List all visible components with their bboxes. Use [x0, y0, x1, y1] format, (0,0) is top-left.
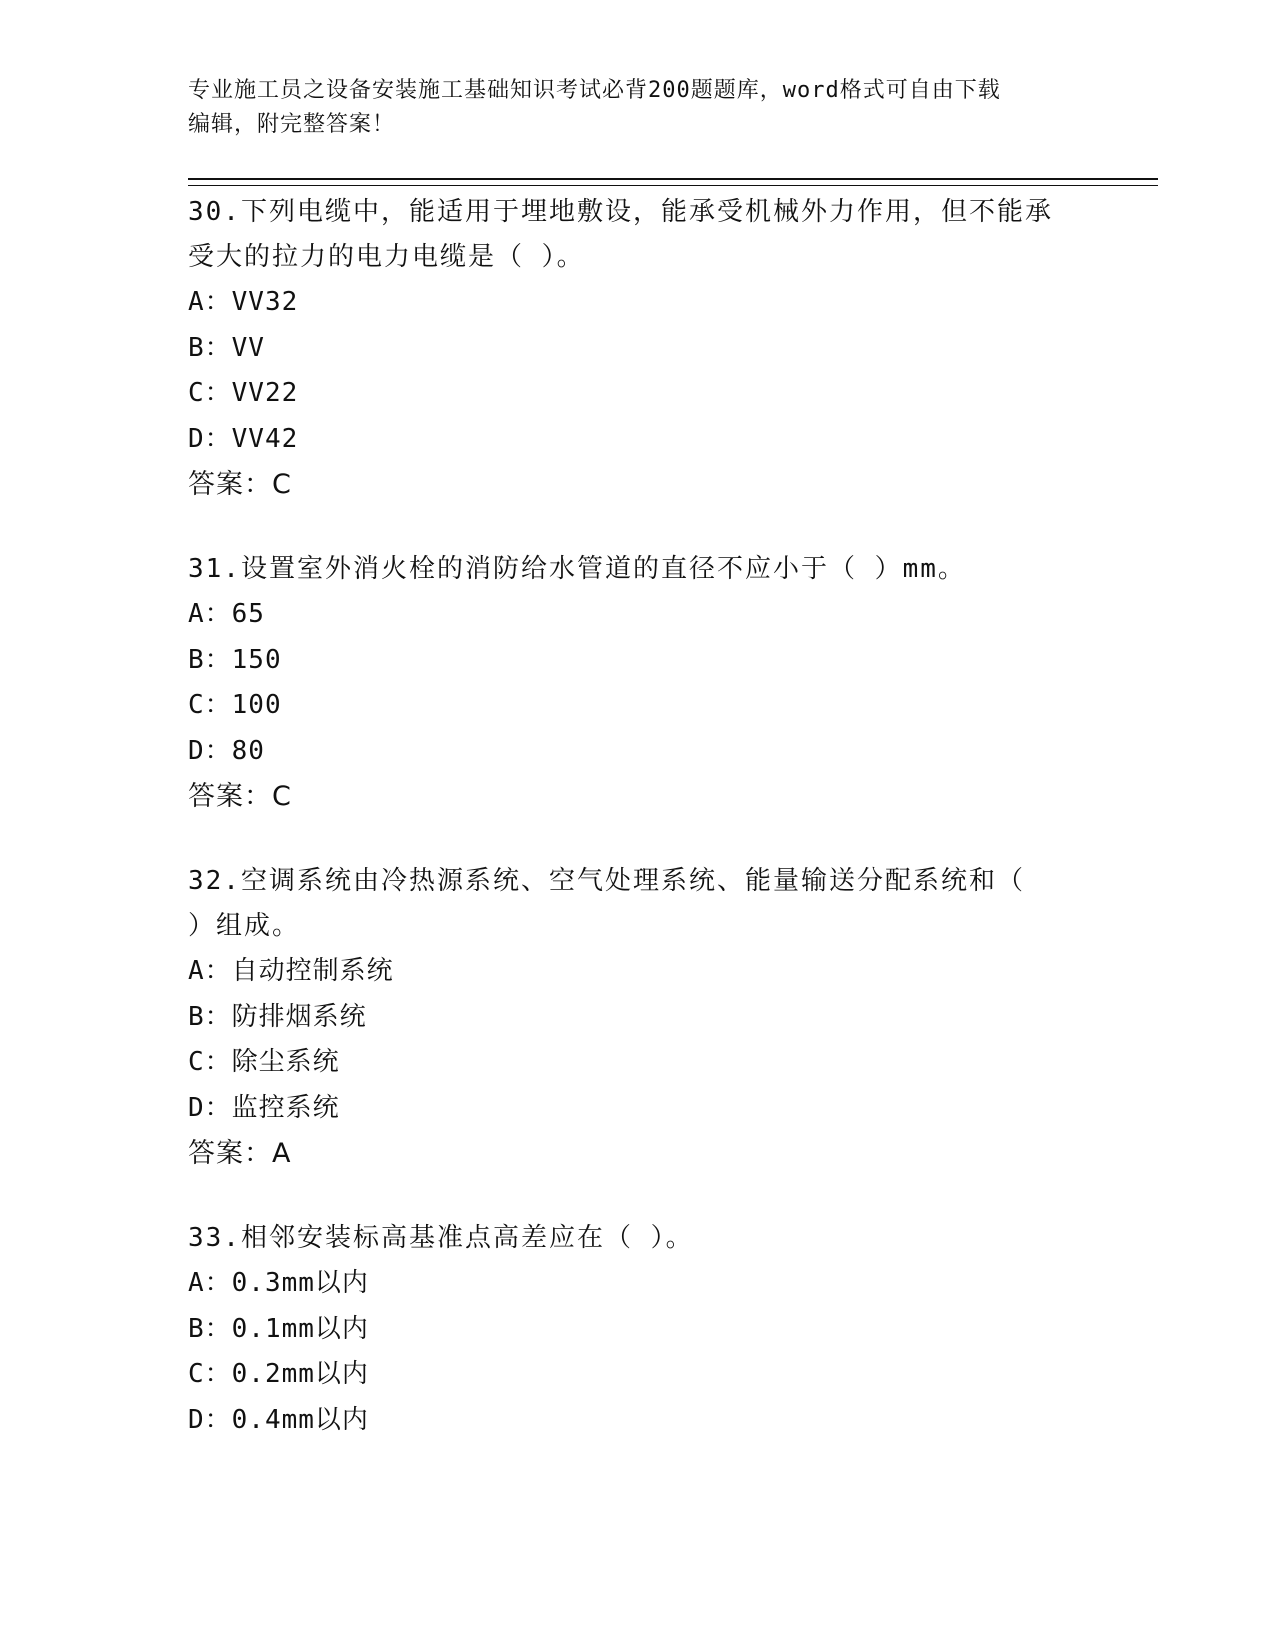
- option-c: C：VV22: [188, 378, 299, 408]
- question-stem-line-1: 31.设置室外消火栓的消防给水管道的直径不应小于（ ）mm。: [188, 554, 966, 584]
- question-stem-line-2: ）组成。: [188, 911, 301, 941]
- question-32: [188, 859, 1088, 1176]
- answer-line: 答案：C: [188, 469, 292, 500]
- answer-line: 答案：C: [188, 781, 292, 812]
- option-b: B：防排烟系统: [188, 1001, 367, 1032]
- option-a: A：VV32: [188, 287, 299, 317]
- question-list: [188, 190, 1088, 1483]
- header-title-line-2: 编辑，附完整答案！: [188, 112, 396, 137]
- document-header: [188, 74, 1068, 142]
- question-stem-line-1: 30.下列电缆中，能适用于埋地敷设，能承受机械外力作用，但不能承: [188, 197, 1053, 227]
- option-c: C：100: [188, 690, 282, 720]
- option-c: C：除尘系统: [188, 1047, 340, 1077]
- option-d: D：80: [188, 735, 265, 766]
- option-b: B：0.1mm以内: [188, 1313, 369, 1344]
- option-d: D：0.4mm以内: [188, 1404, 369, 1435]
- option-a: A：自动控制系统: [188, 956, 394, 986]
- option-b: B：VV: [188, 332, 265, 363]
- option-d: D：VV42: [188, 423, 299, 454]
- question-stem-line-1: 32.空调系统由冷热源系统、空气处理系统、能量输送分配系统和（: [188, 866, 1025, 896]
- question-33: [188, 1216, 1088, 1443]
- question-stem-line-1: 33.相邻安装标高基准点高差应在（ ）。: [188, 1223, 694, 1253]
- option-a: A：0.3mm以内: [188, 1268, 369, 1298]
- question-stem-line-2: 受大的拉力的电力电缆是（ ）。: [188, 242, 585, 272]
- option-c: C：0.2mm以内: [188, 1359, 369, 1389]
- header-title-line-1: 专业施工员之设备安装施工基础知识考试必背200题题库，word格式可自由下载: [188, 78, 1001, 103]
- option-b: B：150: [188, 644, 282, 675]
- answer-line: 答案：A: [188, 1138, 292, 1169]
- question-31: [188, 547, 1088, 819]
- question-30: [188, 190, 1088, 507]
- header-divider: [188, 178, 1158, 186]
- option-a: A：65: [188, 599, 265, 629]
- option-d: D：监控系统: [188, 1092, 340, 1123]
